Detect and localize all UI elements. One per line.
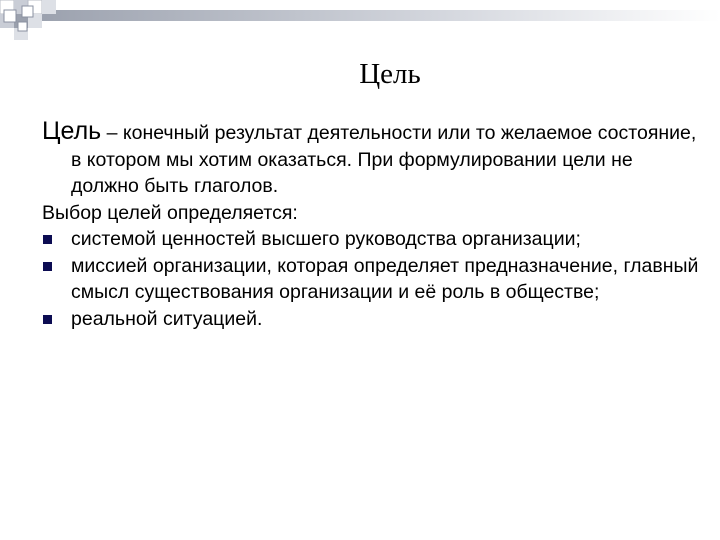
definition-text: – конечный результат деятельности или то желаемое состояние, в котором мы хотим оказаться. При формулировании цели не должно быть глаголов. [71, 122, 697, 197]
intro-text: Выбор целей определяется: [42, 201, 298, 224]
list-item [42, 226, 702, 253]
list-item [42, 306, 702, 333]
corner-decoration [0, 0, 720, 40]
definition-term: Цель [42, 117, 102, 145]
definition-paragraph [42, 118, 702, 200]
list-item-text: системой ценностей высшего руководства организации; [71, 228, 581, 250]
list-item-text: миссией организации, которая определяет предназначение, главный смысл существования организации и её роль в обществе; [71, 254, 699, 303]
slide-body [42, 118, 702, 332]
list-item-text: реальной ситуацией. [71, 307, 263, 330]
square-bullet-icon [43, 315, 52, 324]
square-bullet-icon [43, 262, 52, 271]
slide-title: Цель [359, 58, 421, 90]
list-item [42, 253, 702, 306]
square-bullet-icon [43, 235, 52, 244]
